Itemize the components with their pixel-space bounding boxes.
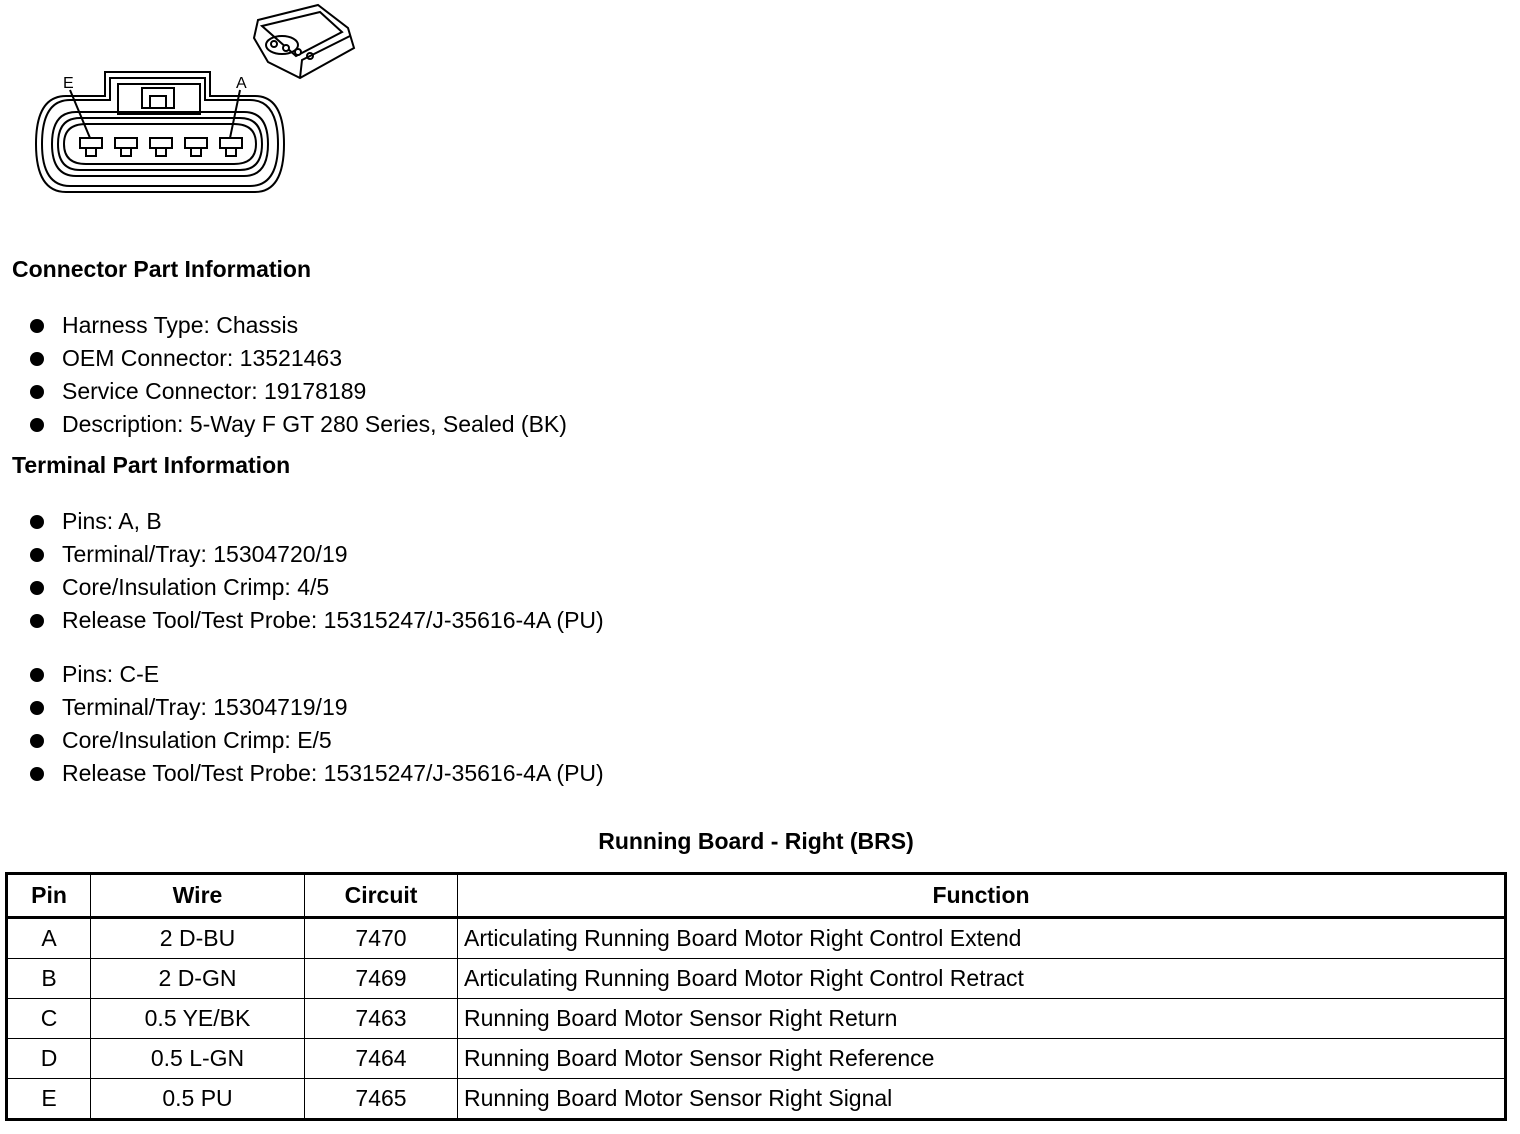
- terminal-d: [115, 138, 137, 156]
- header-pin: Pin: [7, 874, 91, 918]
- terminal-group-2: [0, 658, 604, 790]
- terminal-c: [150, 138, 172, 156]
- list-item: Release Tool/Test Probe: 15315247/J-35616-4A (PU): [0, 604, 604, 637]
- list-item: Harness Type: Chassis: [0, 309, 567, 342]
- cell-circuit: 7464: [305, 1039, 458, 1079]
- list-item: Service Connector: 19178189: [0, 375, 567, 408]
- cell-pin: D: [7, 1039, 91, 1079]
- list-item: Description: 5-Way F GT 280 Series, Sealed (BK): [0, 408, 567, 441]
- cell-pin: A: [7, 918, 91, 959]
- list-item: Release Tool/Test Probe: 15315247/J-35616-4A (PU): [0, 757, 604, 790]
- cell-circuit: 7470: [305, 918, 458, 959]
- terminal-group-1: [0, 505, 604, 637]
- list-item: Terminal/Tray: 15304720/19: [0, 538, 604, 571]
- cell-function: Running Board Motor Sensor Right Return: [458, 999, 1506, 1039]
- cell-circuit: 7469: [305, 959, 458, 999]
- list-item: Core/Insulation Crimp: E/5: [0, 724, 604, 757]
- cell-wire: 0.5 YE/BK: [91, 999, 305, 1039]
- cell-function: Running Board Motor Sensor Right Signal: [458, 1079, 1506, 1120]
- header-function: Function: [458, 874, 1506, 918]
- cell-wire: 0.5 PU: [91, 1079, 305, 1120]
- connector-3d-sketch: [254, 5, 354, 78]
- cell-circuit: 7465: [305, 1079, 458, 1120]
- pin-table-title: Running Board - Right (BRS): [598, 828, 914, 854]
- list-item: Pins: A, B: [0, 505, 604, 538]
- terminal-e: [80, 138, 102, 156]
- terminal-b: [185, 138, 207, 156]
- pin-label-a: A: [236, 75, 247, 92]
- cell-pin: B: [7, 959, 91, 999]
- cell-wire: 2 D-BU: [91, 918, 305, 959]
- table-row: [7, 959, 1506, 999]
- table-row: [7, 918, 1506, 959]
- cell-wire: 2 D-GN: [91, 959, 305, 999]
- connector-info-list: [0, 309, 567, 441]
- connector-terminals: [80, 138, 242, 156]
- terminal-a: [220, 138, 242, 156]
- cell-function: Running Board Motor Sensor Right Reference: [458, 1039, 1506, 1079]
- table-header-row: [7, 874, 1506, 918]
- table-row: [7, 999, 1506, 1039]
- cell-function: Articulating Running Board Motor Right Control Retract: [458, 959, 1506, 999]
- table-row: [7, 1039, 1506, 1079]
- connector-diagram: [0, 0, 400, 220]
- pin-label-e: E: [63, 75, 74, 92]
- cell-pin: E: [7, 1079, 91, 1120]
- header-wire: Wire: [91, 874, 305, 918]
- table-row: [7, 1079, 1506, 1120]
- cell-circuit: 7463: [305, 999, 458, 1039]
- cell-pin: C: [7, 999, 91, 1039]
- cell-wire: 0.5 L-GN: [91, 1039, 305, 1079]
- header-circuit: Circuit: [305, 874, 458, 918]
- list-item: Pins: C-E: [0, 658, 604, 691]
- list-item: Core/Insulation Crimp: 4/5: [0, 571, 604, 604]
- list-item: OEM Connector: 13521463: [0, 342, 567, 375]
- cell-function: Articulating Running Board Motor Right Control Extend: [458, 918, 1506, 959]
- pin-table: [5, 872, 1507, 1121]
- connector-info-title: Connector Part Information: [12, 256, 312, 282]
- terminal-info-title: Terminal Part Information: [12, 452, 291, 478]
- list-item: Terminal/Tray: 15304719/19: [0, 691, 604, 724]
